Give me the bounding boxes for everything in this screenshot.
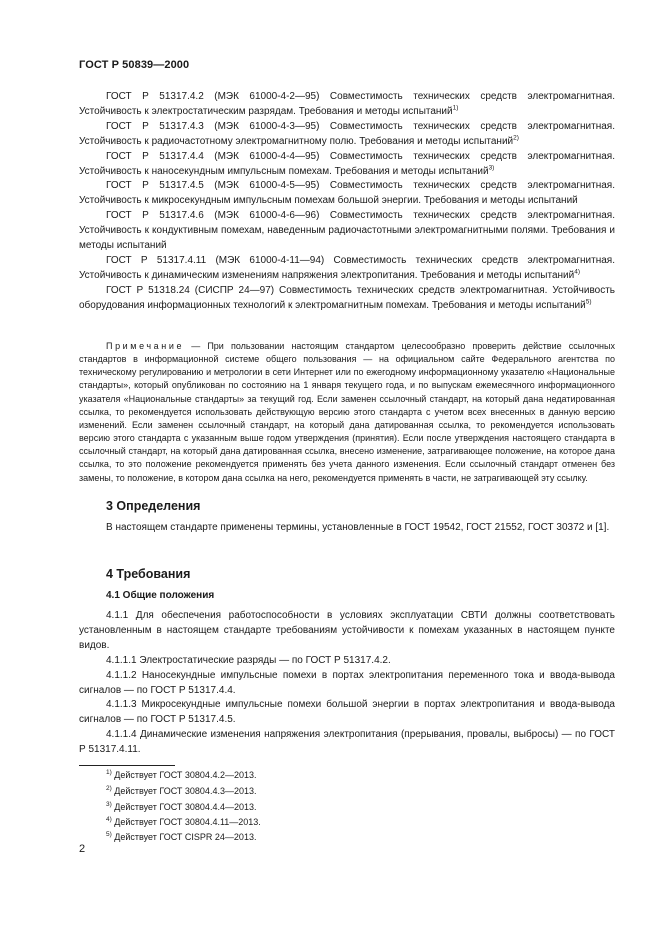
- reference-item: ГОСТ Р 51317.4.6 (МЭК 61000-4-6—96) Совместимость технических средств электромагнитная. Устойчивость к кондуктивным помехам, наведенным радиочастотными электромагнитными полями. Требования и методы испытаний: [79, 210, 615, 252]
- reference-item: ГОСТ Р 51317.4.3 (МЭК 61000-4-3—95) Совместимость технических средств электромагнитная. Устойчивость к радиочастотному электромагнитному полю. Требования и методы испытаний$^{2)}$: [79, 120, 615, 147]
- section-3-heading: 3 Определения: [106, 499, 201, 513]
- requirement-paragraph: 4.1.1.4 Динамические изменения напряжения электропитания (прерывания, провалы, выбросы) — по ГОСТ Р 51317.4.11.: [79, 729, 615, 756]
- requirement-paragraph: 4.1.1.1 Электростатические разряды — по ГОСТ Р 51317.4.2.: [106, 654, 391, 666]
- note-block: [79, 340, 615, 485]
- footnote-separator: [79, 765, 175, 766]
- references-list: [79, 90, 615, 314]
- reference-item: ГОСТ Р 51318.24 (СИСПР 24—97) Совместимость технических средств электромагнитная. Устойчивость оборудования информационных технологий к электромагнитным помехам. Требования и методы испытаний$^{5)}$: [79, 284, 615, 311]
- footnote-item: $^{1)}$ Действует ГОСТ 30804.4.2—2013.: [106, 769, 257, 780]
- requirement-paragraph: 4.1.1.3 Микросекундные импульсные помехи большой энергии в портах электропитания и ввода-вывода сигналов — по ГОСТ Р 51317.4.5.: [79, 699, 615, 726]
- section-3-paragraph: В настоящем стандарте применены термины, установленные в ГОСТ 19542, ГОСТ 21552, ГОСТ 30372 и [1].: [106, 522, 610, 533]
- footnote-item: $^{5)}$ Действует ГОСТ CISPR 24—2013.: [106, 831, 257, 842]
- subsection-4-1-heading: 4.1 Общие положения: [106, 590, 215, 601]
- requirement-paragraph: 4.1.1 Для обеспечения работоспособности в условиях эксплуатации СВТИ должны соответствовать установленным в настоящем стандарте требованиям устойчивости к помехам указанных в настоящем пункте видов.: [79, 610, 615, 651]
- section-4-heading: 4 Требования: [106, 567, 191, 581]
- footnote-item: $^{3)}$ Действует ГОСТ 30804.4.4—2013.: [106, 801, 257, 812]
- reference-item: ГОСТ Р 51317.4.2 (МЭК 61000-4-2—95) Совместимость технических средств электромагнитная. Устойчивость к электростатическим разрядам. Требования и методы испытаний$^{1)}$: [79, 91, 615, 117]
- requirement-paragraph: 4.1.1.2 Наносекундные импульсные помехи в портах электропитания переменного тока и ввода-вывода сигналов — по ГОСТ Р 51317.4.4.: [79, 669, 615, 696]
- section-4-body: [79, 609, 615, 758]
- footnote-item: $^{2)}$ Действует ГОСТ 30804.4.3—2013.: [106, 785, 257, 796]
- reference-item: ГОСТ Р 51317.4.5 (МЭК 61000-4-5—95) Совместимость технических средств электромагнитная. Устойчивость к микросекундным импульсным помехам большой энергии. Требования и методы испытаний: [79, 180, 615, 207]
- note-paragraph: Примечание — При пользовании настоящим стандартом целесообразно проверить действие ссылочных стандартов в информационной системе общего пользования — на официальном сайте Федерального агентства по техническому регулированию и метрологии в сети Интернет или по ежегодному информационному указателю «Национальные стандарты», который опубликован по состоянию на 1 января текущего года, и по выпускам ежемесячного информационного указателя «Национальные стандарты» за текущий год. Если заменен ссылочный стандарт, на который дана недатированная ссылка, то рекомендуется использовать действующую версию этого стандарта с учетом всех внесенных в данную версию изменений. Если заменен ссылочный стандарт, на который дана датированная ссылка, то рекомендуется использовать версию этого стандарта с указанным выше годом утверждения (принятия). Если после утверждения настоящего стандарта в ссылочный стандарт, на который дана датированная ссылка, внесено изменение, затрагивающее положение, на которое дана ссылка, то это положение рекомендуется применять без учета данного изменения. Если ссылочный стандарт отменен без замены, то положение, в котором дана ссылка на него, рекомендуется применять в части, не затрагивающей эту ссылку.: [79, 341, 615, 483]
- reference-item: ГОСТ Р 51317.4.11 (МЭК 61000-4-11—94) Совместимость технических средств электромагнитная. Устойчивость к динамическим изменениям напряжения электропитания. Требования и методы испытаний$^{4)}$: [79, 254, 615, 281]
- document-header: ГОСТ Р 50839—2000: [79, 59, 190, 71]
- note-label: Примечание: [106, 341, 185, 351]
- page-number: 2: [79, 843, 86, 855]
- reference-item: ГОСТ Р 51317.4.4 (МЭК 61000-4-4—95) Совместимость технических средств электромагнитная. Устойчивость к наносекундным импульсным помехам. Требования и методы испытаний$^{3)}$: [79, 150, 615, 177]
- footnote-item: $^{4)}$ Действует ГОСТ 30804.4.11—2013.: [106, 816, 261, 827]
- section-3-body: [79, 521, 615, 536]
